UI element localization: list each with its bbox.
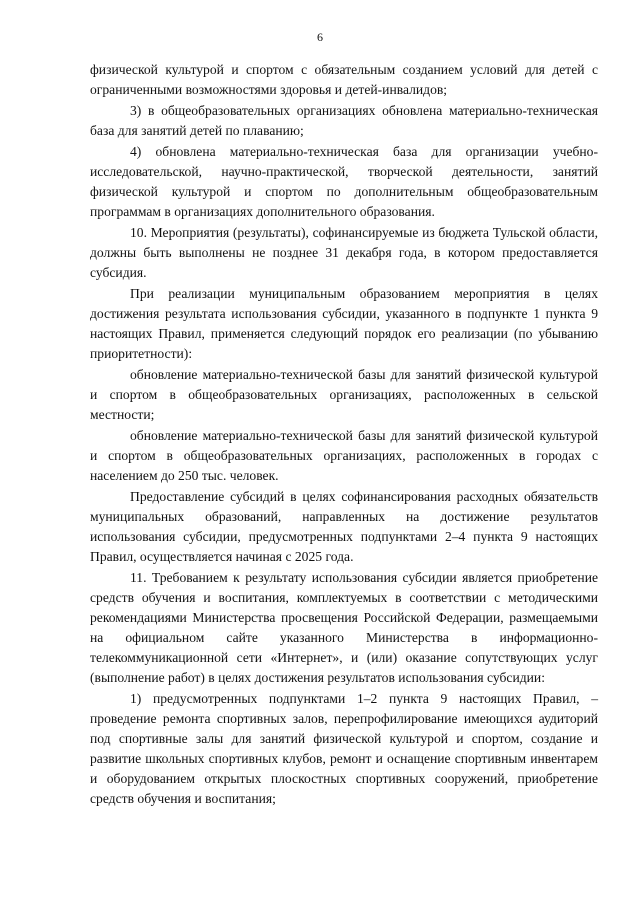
paragraph-rural-schools: обновление материально-технической базы для занятий физической культурой и спортом в общеобразовательных организациях, расположенных в сельской местности; (90, 367, 598, 422)
paragraph-item-4: 4) обновлена материально-техническая база для организации учебно-исследовательской, научно-практической, творческой деятельности, занятий физической культурой и спортом по дополнительным общеобразовательным программам в организациях дополнительного образования. (90, 144, 598, 219)
paragraph-priority-order: При реализации муниципальным образованием мероприятия в целях достижения результата использования субсидии, указанного в подпункте 1 пункта 9 настоящих Правил, применяется следующий порядок его реализации (по убыванию приоритетности): (90, 286, 598, 361)
document-body (90, 60, 598, 810)
paragraph-item-3: 3) в общеобразовательных организациях обновлена материально-техническая база для занятий детей по плаванию; (90, 103, 598, 138)
paragraph-continuation: физической культурой и спортом с обязательным созданием условий для детей с ограниченными возможностями здоровья и детей-инвалидов; (90, 62, 598, 97)
paragraph-subsidy-2025: Предоставление субсидий в целях софинансирования расходных обязательств муниципальных образований, направленных на достижение результатов использования субсидии, предусмотренных подпунктами 2–4 пункта 9 настоящих Правил, осуществляется начиная с 2025 года. (90, 489, 598, 564)
paragraph-section-11: 11. Требованием к результату использования субсидии является приобретение средств обучения и воспитания, комплектуемых в соответствии с методическими рекомендациями Министерства просвещения Российской Федерации, размещаемыми на официальном сайте указанного Министерства в информационно-телекоммуникационной сети «Интернет», и (или) оказание сопутствующих услуг (выполнение работ) в целях достижения результатов использования субсидии: (90, 570, 598, 685)
paragraph-section-11-item-1: 1) предусмотренных подпунктами 1–2 пункта 9 настоящих Правил, – проведение ремонта спортивных залов, перепрофилирование имеющихся аудиторий под спортивные залы для занятий физической культурой и спортом, создание и развитие школьных спортивных клубов, ремонт и оснащение спортивным инвентарем и оборудованием открытых плоскостных спортивных сооружений, приобретение средств обучения и воспитания; (90, 691, 598, 806)
paragraph-section-10: 10. Мероприятия (результаты), софинансируемые из бюджета Тульской области, должны быть выполнены не позднее 31 декабря года, в котором предоставляется субсидия. (90, 225, 598, 280)
page-number: 6 (317, 30, 323, 44)
paragraph-urban-schools: обновление материально-технической базы для занятий физической культурой и спортом в общеобразовательных организациях, расположенных в городах с населением до 250 тыс. человек. (90, 428, 598, 483)
